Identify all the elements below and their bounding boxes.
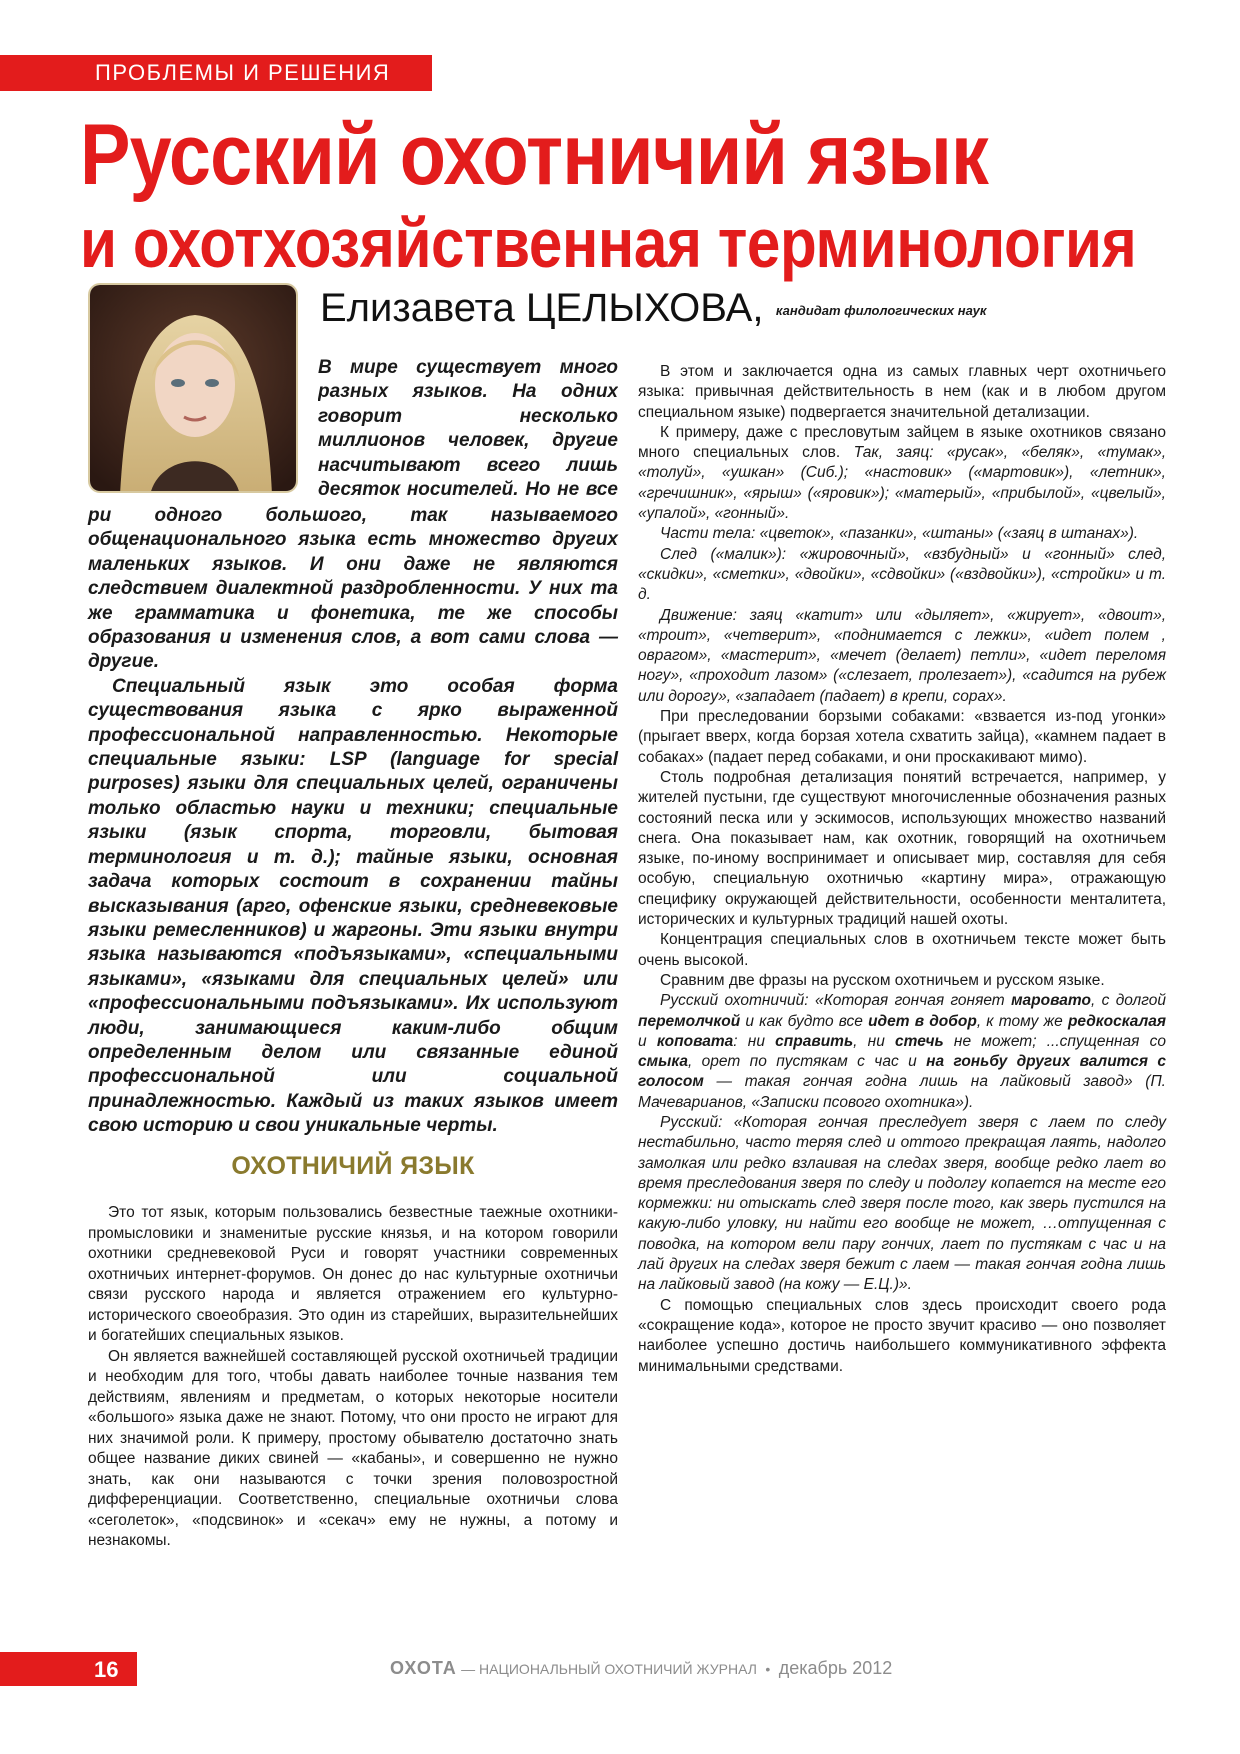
author-photo: [88, 283, 298, 493]
body-paragraph: Сравним две фразы на русском охотничьем и русском языке.: [660, 971, 1105, 989]
lead-paragraph: [318, 356, 618, 502]
lead-intro: В мире существует много разных языков. На одних говорит несколько миллионов человек, другие насчитывают всего лишь десяток носителей. Но не все: [318, 357, 618, 501]
lead-paragraph-2: Специальный язык это особая форма существования языка с ярко выраженной профессиональной направленностью. Некоторые специальные языки: LSP (language for special purposes) языки для специальных целей, ограничены только областью науки и техники; специальные языки (язык спорта, торговли, бытовая терминология и т. д.); тайные языки, основная задача которых состоит в сохранении тайны высказывания (арго, офенские языки, средневековые языки ремесленников) и жаргоны. Эти языки внутри языка называются «подъязыками», «специальными языками», «языками для специальных целей» или «профессиональными подъязыками». Их используют люди, занимающиеся каким-либо общим определенным делом или связанные единой профессиональной или социальной принадлежностью. Каждый из таких языков имеет свою историю и свои уникальные черты.: [88, 675, 618, 1137]
magazine-tagline: — НАЦИОНАЛЬНЫЙ ОХОТНИЧИЙ ЖУРНАЛ: [461, 1661, 757, 1677]
issue-date: декабрь 2012: [778, 1658, 893, 1678]
quote-hunting: Русский охотничий: «Которая гончая гоняет маровато, с долгой перемолчкой и как будто все идет в добор, к тому же редкоскалая и коповата: ни справить, ни стечь не может; ...спущенная со смыка, орет по пустякам с час и на гоньбу других валится с голосом — такая гончая годна лишь на лайковый завод» (П. Мачеварианов, «Записки псового охотника»).: [638, 992, 1167, 1111]
article-title: [80, 107, 1170, 282]
author-portrait-image: [90, 285, 298, 493]
author-credentials: кандидат филологических наук: [775, 303, 987, 318]
body-paragraph-italic: След («малик»): «жировочный», «взбудный» и «гонный» след, «скидки», «сметки», «двойки», «сдвойки» («вздвойки»), «стройки» и т. д.: [638, 545, 1166, 604]
author-name: Елизавета ЦЕЛЫХОВА,: [320, 286, 764, 330]
section-band: [0, 55, 432, 91]
body-paragraph: Это тот язык, которым пользовались безвестные таежные охотники-промысловики и знаменитые русские князья, и на котором говорили охотники средневековой Руси и говорят участники современных охотничьих интернет-форумов. Он донес до нас культурные охотничьи связи русского народа и является отражением его культурно-исторического своеобразия. Это один из старейших, выразительнейших и богатейших специальных языков.: [88, 1204, 618, 1344]
title-line-1: Русский охотничий язык: [80, 107, 988, 203]
page-number-box: [0, 1652, 137, 1686]
body-paragraph-italic: Движение: заяц «катит» или «дыляет», «жирует», «двоит», «троит», «четверит», «поднимается с лежки», «идет полем , оврагом», «мастерит», «мечет (делает) петли», «идет переломя ногу», «проходит лазом» («слезает, пролезает»), «садится на рубеж или дорогу», «западает (падает) в крепи, сорах».: [638, 606, 1166, 705]
quote-plain-russian: Русский: «Которая гончая преследует зверя с лаем по следу нестабильно, часто теряя след и оттого прекращая лаять, надолго замолкая или редко взлаивая на следах зверя, вообще редко лает во время преследования зверя по следу и подолгу копается на месте его кормежки: ни отыскать след зверя после того, как зверь пустился на какую-либо уловку, ни найти его вообще не может, …отпущенная с поводка, на котором вели пару гончих, лает по пустякам с час и на лай других на следах зверя бежит с лаем — такая гончая годна лишь на лайковый завод (на кожу — Е.Ц.)».: [638, 1113, 1166, 1294]
title-line-2: и охотхозяйственная терминология: [80, 204, 1137, 282]
body-paragraph: [638, 423, 1166, 524]
body-paragraph: В этом и заключается одна из самых главных черт охотничьего языка: привычная действительность в нем (как и в любом другом специальном языке) подвергается значительной детализации.: [638, 363, 1166, 421]
body-paragraph: Столь подробная детализация понятий встречается, например, у жителей пустыни, где существуют многочисленные обозначения разных состояний песка или у эскимосов, использующих множество названий снега. Она показывает нам, как охотник, говорящий на охотничьем языке, по-иному воспринимает и описывает мир, составляя для себя особую, специальную охотничью «картину мира», отражающую специфику окружающей действительности, особенности менталитета, исторических и культурных традиций нашей охоты.: [638, 768, 1166, 929]
section-label: ПРОБЛЕМЫ И РЕШЕНИЯ: [95, 60, 391, 85]
body-paragraph: Концентрация специальных слов в охотничьем тексте может быть очень высокой.: [638, 931, 1166, 969]
bullet-separator: •: [765, 1661, 771, 1677]
text-run: К примеру, даже с пресловутым зайцем в языке охотников связано много специальных слов.: [638, 423, 1166, 462]
right-column: [638, 362, 1166, 1377]
byline: [320, 283, 986, 333]
left-column-body: [88, 1203, 618, 1552]
magazine-name: ОХОТА: [390, 1658, 457, 1678]
body-paragraph-italic: Части тела: «цветок», «пазанки», «штаны» («заяц в штанах»).: [660, 525, 1139, 543]
section-subhead: ОХОТНИЧИЙ ЯЗЫК: [231, 1152, 475, 1180]
footer: [390, 1658, 892, 1679]
lead-intro-continued: ри одного большого, так называемого общенационального языка есть множество других маленьких языков. И они даже не являются следствием диалектной раздробленности. У них та же грамматика и фонетика, те же способы образования и изменения слов, а вот сами слова — другие.: [88, 505, 618, 673]
body-paragraph: Он является важнейшей составляющей русской охотничьей традиции и необходим для того, чтобы давать наиболее точные названия тем действиям, явлениям и предметам, о которых некоторые носители «большого» языка даже не знают. Потому, что они просто не играют для них значимой роли. К примеру, простому обывателю достаточно знать общее название диких свиней — «кабаны», и совершенно не нужно знать, как они называются с точки зрения половозростной дифференциации. Соответственно, специальные охотничьи слова «сеголеток», «подсвинок» и «секач» ему не нужны, а потому и незнакомы.: [88, 1347, 618, 1549]
text-run-italic: Так, заяц: «русак», «беляк», «тумак», «толуй», «ушкан» (Сиб.); «настовик» («мартовик»), «летник», «гречишник», «ярыш» («яровик»); «матерый», «прибылой», «цвелый», «упалой», «гонный».: [638, 444, 1166, 523]
body-paragraph: С помощью специальных слов здесь происходит своего рода «сокращение кода», которое не просто звучит красиво — оно позволяет наиболее успешно достичь наибольшего коммуникативного эффекта минимальными средствами.: [638, 1296, 1166, 1375]
page-number: 16: [94, 1657, 119, 1682]
body-paragraph: При преследовании борзыми собаками: «взвается из-под угонки» (прыгает вверх, когда борзая хотела схватить зайца), «камнем падает в собаках» (падает перед собаками, и они проскакивают мимо).: [638, 708, 1166, 766]
lead-continuation: [88, 504, 618, 1139]
